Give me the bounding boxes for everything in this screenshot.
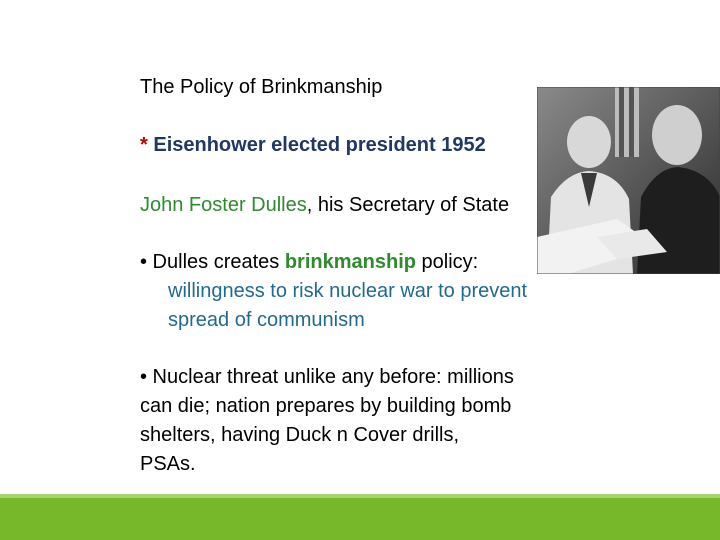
eisenhower-dulles-photo [537,87,720,274]
brinkmanship-bullet [140,248,540,335]
brinkmanship-definition: willingness to risk nuclear war to prevent spread of communism [168,280,528,331]
bullet-prefix: • Dulles creates [140,251,285,273]
policy-suffix: policy: [415,251,479,273]
nuclear-threat-paragraph: • Nuclear threat unlike any before: millions can die; nation prepares by building bomb shelters, having Duck n Cover drills, PSAs. [140,366,514,475]
election-text: Eisenhower elected president 1952 [153,134,486,156]
dulles-name: John Foster Dulles [140,194,307,216]
star-bullet: * [140,134,148,156]
dulles-role: , his Secretary of State [306,194,510,216]
dulles-paragraph [140,191,540,220]
slide-title: The Policy of Brinkmanship [140,76,383,98]
footer-bar [0,498,720,540]
brinkmanship-line [140,248,540,277]
election-line [140,134,486,157]
brinkmanship-term: brinkmanship [284,251,416,273]
